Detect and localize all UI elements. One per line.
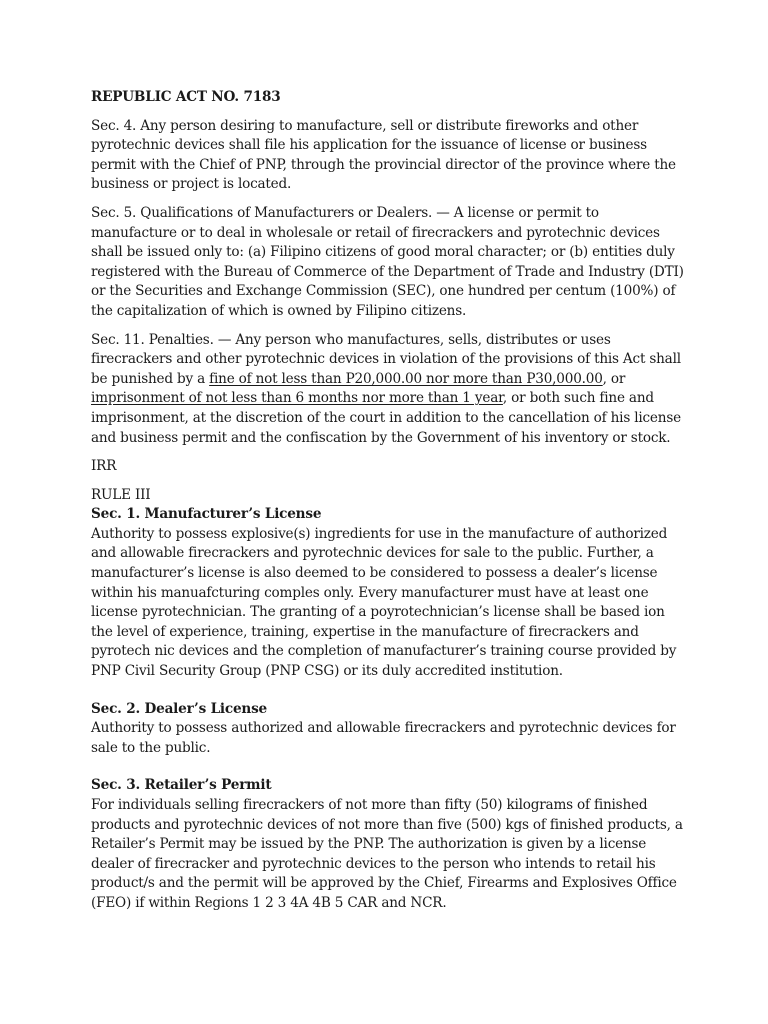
imprisonment-term-underlined: imprisonment of not less than 6 months nor more than 1 year — [91, 390, 503, 407]
section-11-text-2: , or — [602, 370, 626, 387]
rule-section-3-block — [91, 776, 687, 913]
document-title: REPUBLIC ACT NO. 7183 — [91, 89, 281, 105]
rule-section-2-body: Authority to possess authorized and allowable firecrackers and pyrotechnic devices for sale to the public. — [91, 720, 676, 756]
fine-amount-underlined: fine of not less than P20,000.00 nor more than P30,000.00 — [209, 370, 603, 387]
rule-section-1-body: Authority to possess explosive(s) ingredients for use in the manufacture of authorized and allowable firecrackers and pyrotechnic devices for sale to the public. Further, a manufacturer’s license is also deemed to be considered to possess a dealer’s license within his manuafcturing comples only. Every manufacturer must have at least one license pyrotechnician. The granting of a poyrotechnician’s license shall be based ion the level of experience, training, expertise in the manufacture of firecrackers and pyrotech nic devices and the completion of manufacturer’s training course provided by PNP Civil Security Group (PNP CSG) or its duly accredited institution. — [91, 525, 677, 680]
rule-section-2-block — [91, 700, 687, 759]
rule-iii-block — [91, 486, 687, 682]
section-4-paragraph: Sec. 4. Any person desiring to manufacture, sell or distribute fireworks and other pyrotechnic devices shall file his application for the issuance of license or business permit with the Chief of PNP, through the provincial director of the province where the business or project is located. — [91, 117, 676, 193]
section-5-paragraph: Sec. 5. Qualifications of Manufacturers or Dealers. — A license or permit to manufacture or to deal in wholesale or retail of firecrackers and pyrotechnic devices shall be issued only to: (a) Filipino citizens of good moral character; or (b) entities duly registered with the Bureau of Commerce of the Department of Trade and Industry (DTI) or the Securities and Exchange Commission (SEC), one hundred per centum (100%) of the capitalization of which is owned by Filipino citizens. — [91, 204, 684, 319]
rule-section-3-body: For individuals selling firecrackers of not more than fifty (50) kilograms of finished products and pyrotechnic devices of not more than five (500) kgs of finished products, a Retailer’s Permit may be issued by the PNP. The authorization is given by a license dealer of firecracker and pyrotechnic devices to the person who intends to retail his product/s and the permit will be approved by the Chief, Firearms and Explosives Office (FEO) if within Regions 1 2 3 4A 4B 5 CAR and NCR. — [91, 797, 683, 911]
section-11-text-1: Sec. 11. Penalties. — Any person who manufactures, sells, distributes or uses firecrackers and other pyrotechnic devices in violation of the provisions of this Act shall be punished by a — [91, 331, 681, 387]
rule-section-1-heading: Sec. 1. Manufacturer’s License — [91, 506, 322, 523]
irr-label: IRR — [91, 458, 117, 475]
document-page — [91, 88, 687, 932]
rule-heading: RULE III — [91, 486, 151, 503]
rule-section-3-heading: Sec. 3. Retailer’s Permit — [91, 777, 272, 794]
section-11-text-3: , or both such fine and imprisonment, at the discretion of the court in addition to the cancellation of his license and business permit and the confiscation by the Government of his inventory or stock. — [91, 390, 681, 446]
section-11-paragraph — [91, 331, 687, 449]
rule-section-2-heading: Sec. 2. Dealer’s License — [91, 700, 268, 717]
